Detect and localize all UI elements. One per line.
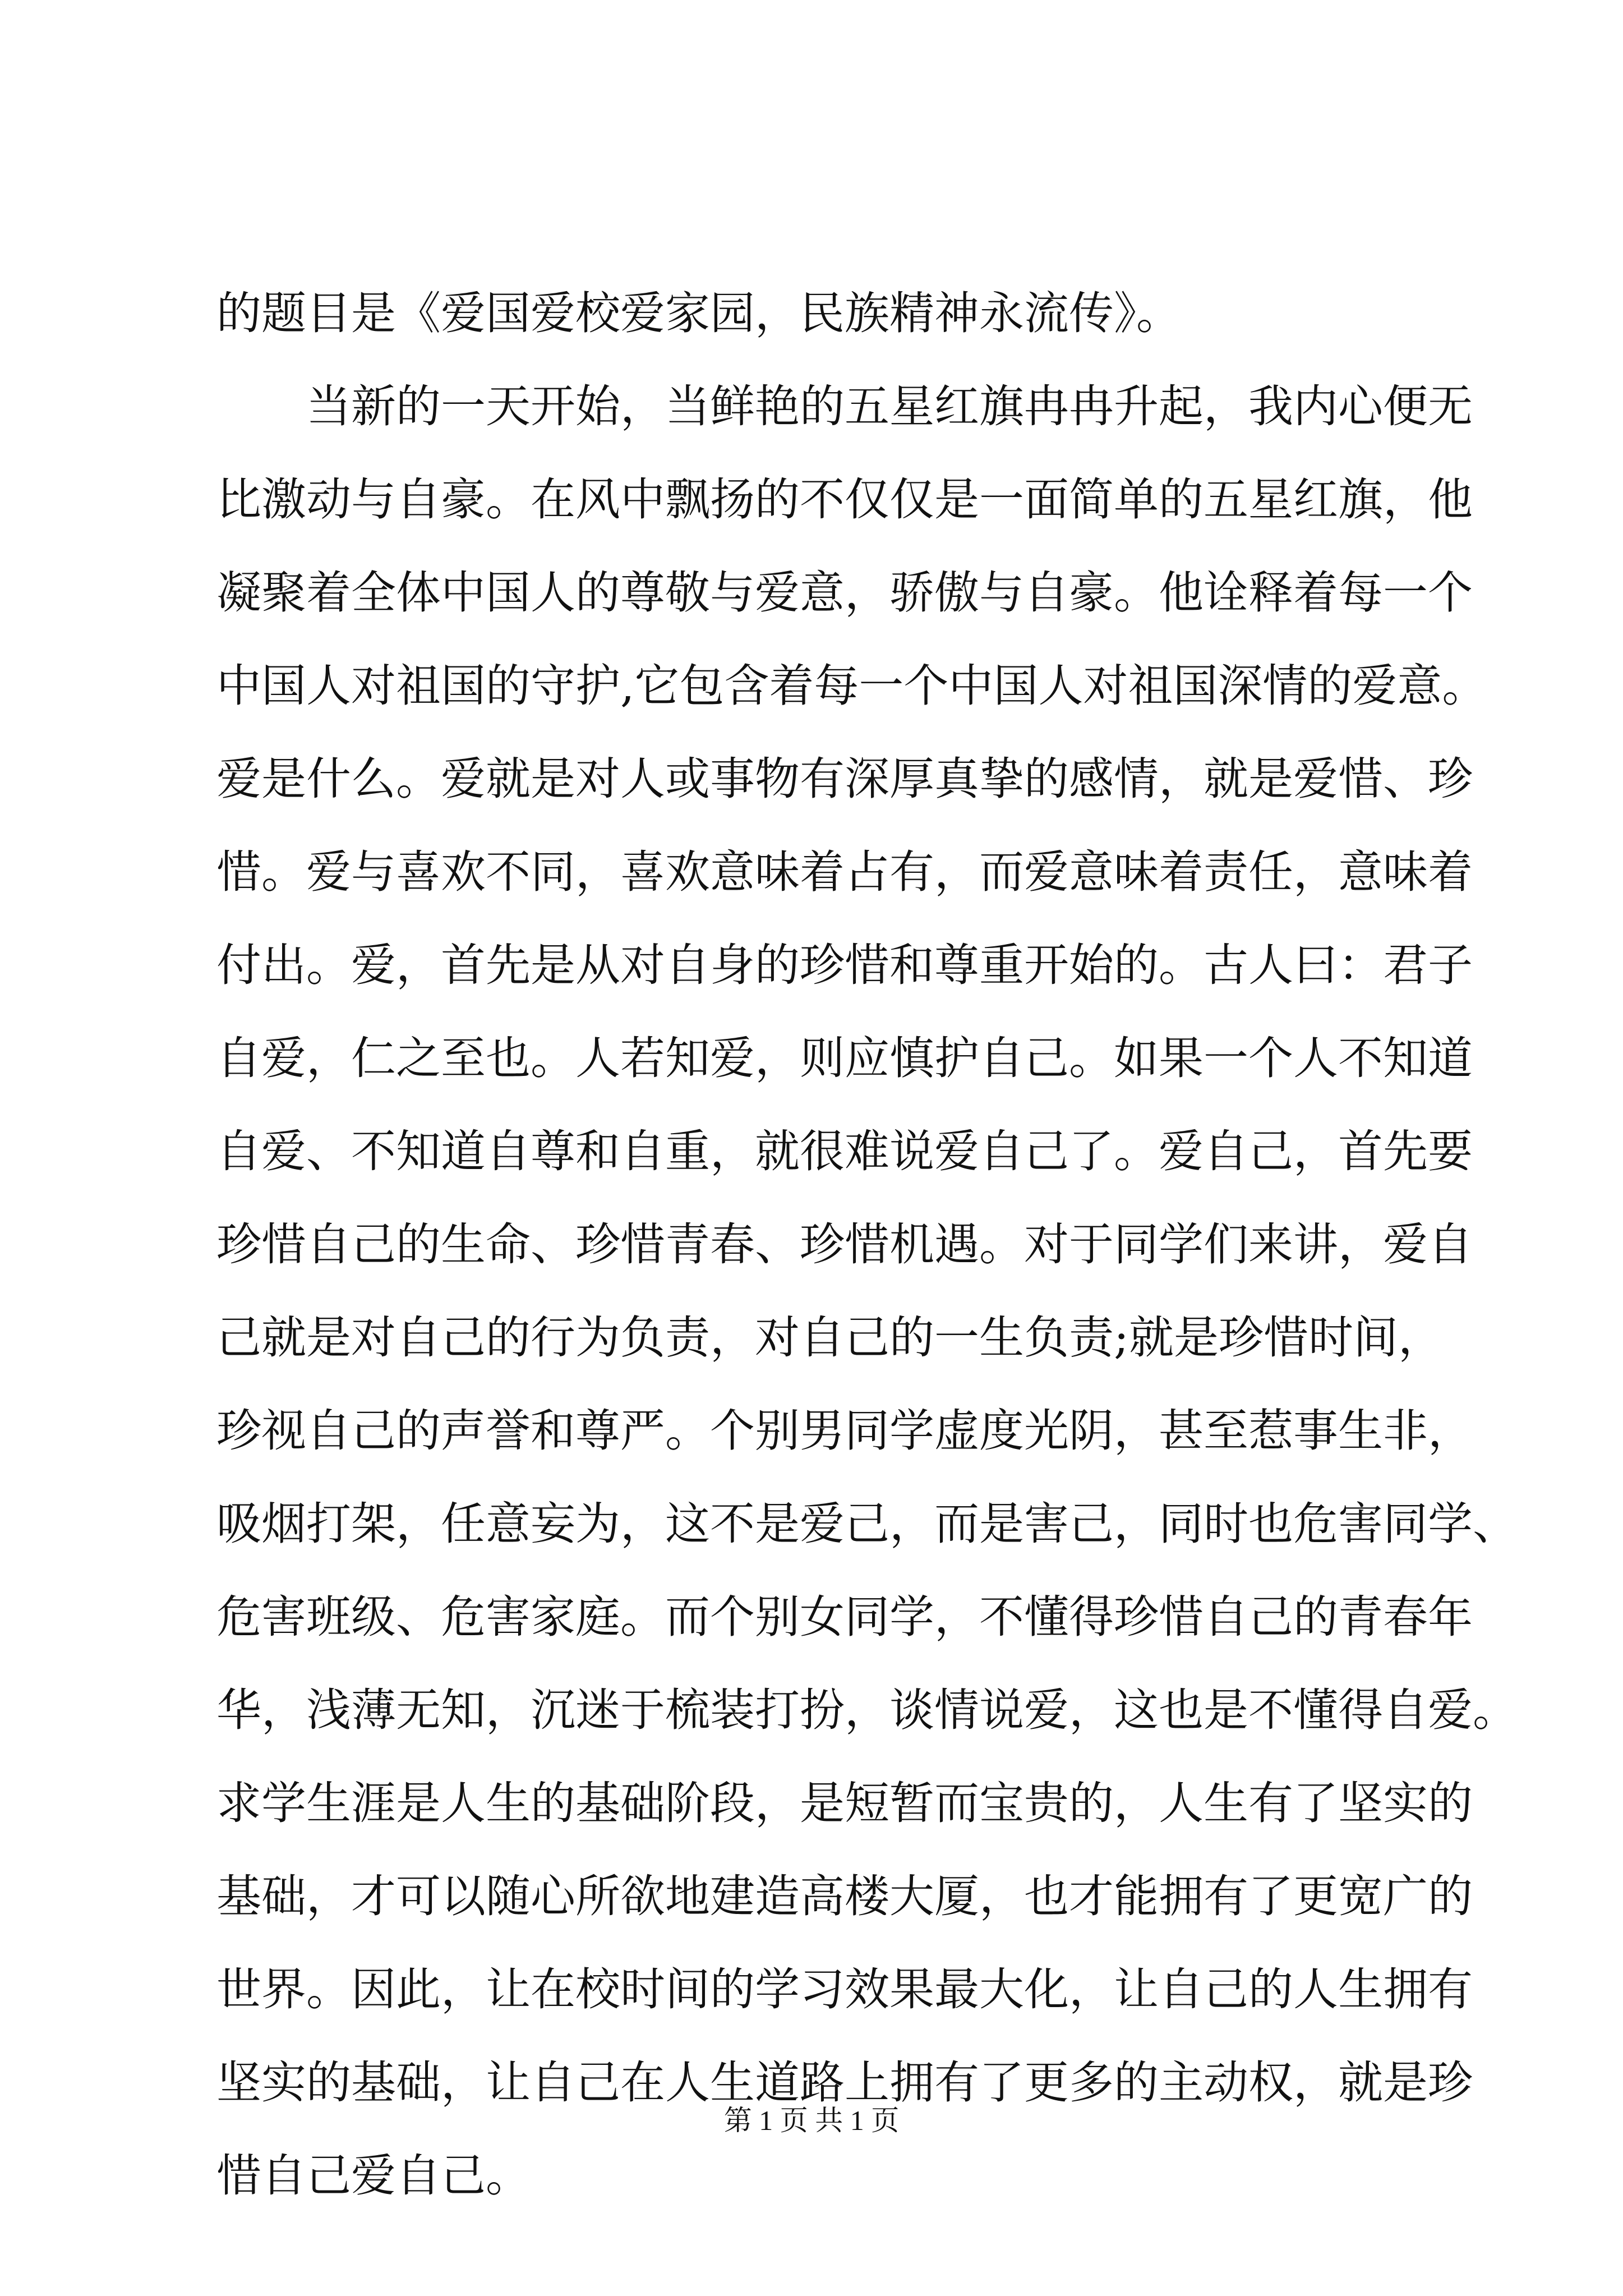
text-line: 求学生涯是人生的基础阶段，是短暂而宝贵的，人生有了坚实的	[216, 1777, 1473, 1829]
text-line: 中国人对祖国的守护,它包含着每一个中国人对祖国深情的爱意。	[216, 660, 1487, 712]
text-line: 自爱，仁之至也。人若知爱，则应慎护自己。如果一个人不知道	[216, 1032, 1473, 1084]
text-line: 己就是对自己的行为负责，对自己的一生负责;就是珍惜时间，	[216, 1312, 1443, 1364]
text-line: 珍视自己的声誉和尊严。个别男同学虚度光阴，甚至惹事生非，	[216, 1405, 1473, 1457]
text-line: 比激动与自豪。在风中飘扬的不仅仅是一面简单的五星红旗，他	[216, 473, 1473, 526]
text-line: 付出。爱，首先是从对自身的珍惜和尊重开始的。古人曰：君子	[216, 939, 1473, 991]
text-line: 惜。爱与喜欢不同，喜欢意味着占有，而爱意味着责任，意味着	[216, 846, 1473, 898]
text-line: 的题目是《爱国爱校爱家园，民族精神永流传》。	[216, 287, 1181, 339]
text-line: 爱是什么。爱就是对人或事物有深厚真挚的感情，就是爱惜、珍	[216, 753, 1473, 805]
text-line: 凝聚着全体中国人的尊敬与爱意，骄傲与自豪。他诠释着每一个	[216, 567, 1473, 619]
text-line: 珍惜自己的生命、珍惜青春、珍惜机遇。对于同学们来讲，爱自	[216, 1218, 1473, 1271]
text-line: 基础，才可以随心所欲地建造高楼大厦，也才能拥有了更宽广的	[216, 1870, 1473, 1922]
text-line: 当新的一天开始，当鲜艳的五星红旗冉冉升起，我内心便无	[216, 380, 1473, 432]
body-text	[216, 267, 1518, 2223]
page-footer: 第 1 页 共 1 页	[723, 2105, 900, 2136]
text-line: 惜自己爱自己。	[216, 2150, 531, 2202]
text-line: 自爱、不知道自尊和自重，就很难说爱自己了。爱自己，首先要	[216, 1125, 1473, 1177]
text-line: 危害班级、危害家庭。而个别女同学，不懂得珍惜自己的青春年	[216, 1591, 1473, 1643]
text-line: 世界。因此，让在校时间的学习效果最大化，让自己的人生拥有	[216, 1963, 1473, 2016]
text-line: 吸烟打架，任意妄为，这不是爱己，而是害己，同时也危害同学、	[216, 1498, 1518, 1550]
text-line: 坚实的基础，让自己在人生道路上拥有了更多的主动权，就是珍	[216, 2056, 1473, 2109]
text-line: 华，浅薄无知，沉迷于梳装打扮，谈情说爱，这也是不懂得自爱。	[216, 1684, 1518, 1736]
